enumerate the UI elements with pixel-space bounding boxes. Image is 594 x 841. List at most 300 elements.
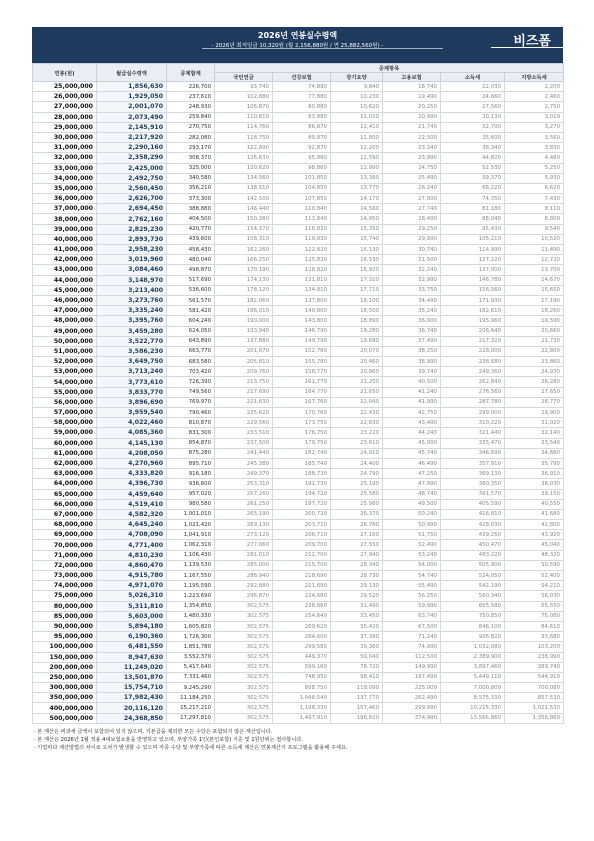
employment-cell: 22,500	[383, 132, 441, 142]
pension-cell: 302,575	[215, 611, 273, 621]
monthly-cell: 3,459,280	[97, 326, 167, 336]
salary-cell: 49,000,000	[33, 326, 97, 336]
income-cell: 428,030	[441, 520, 505, 530]
care-cell: 59,040	[331, 652, 383, 662]
total-cell: 790,460	[167, 408, 215, 418]
salary-cell: 73,000,000	[33, 571, 97, 581]
salary-cell: 250,000,000	[33, 672, 97, 682]
income-cell: 8,575,330	[441, 693, 505, 703]
total-cell: 1,354,850	[167, 601, 215, 611]
care-cell: 29,130	[331, 581, 383, 591]
employment-cell: 19,490	[383, 92, 441, 102]
income-cell: 450,470	[441, 540, 505, 550]
income-cell: 22,030	[441, 82, 505, 92]
pension-cell: 229,560	[215, 418, 273, 428]
monthly-cell: 2,001,070	[97, 102, 167, 112]
health-cell: 152,780	[273, 346, 331, 356]
table-row	[33, 295, 564, 305]
pension-cell: 154,370	[215, 224, 273, 234]
table-row	[33, 581, 564, 591]
total-cell: 1,106,430	[167, 550, 215, 560]
total-cell: 703,420	[167, 367, 215, 377]
table-body	[33, 82, 564, 724]
salary-cell: 34,000,000	[33, 173, 97, 183]
income-cell: 380,350	[441, 479, 505, 489]
total-cell: 1,605,820	[167, 621, 215, 631]
income-cell: 276,560	[441, 387, 505, 397]
income-cell: 655,580	[441, 601, 505, 611]
monthly-cell: 2,492,750	[97, 173, 167, 183]
pension-cell: 302,575	[215, 672, 273, 682]
total-cell: 9,245,290	[167, 683, 215, 693]
income-cell: 195,960	[441, 316, 505, 326]
monthly-cell: 4,085,360	[97, 428, 167, 438]
local-cell: 27,650	[505, 387, 564, 397]
health-cell: 104,850	[273, 183, 331, 193]
income-cell: 391,570	[441, 489, 505, 499]
income-cell: 81,180	[441, 204, 505, 214]
employment-cell: 45,740	[383, 448, 441, 458]
pension-cell: 257,260	[215, 489, 273, 499]
monthly-cell: 24,368,850	[97, 713, 167, 723]
pension-cell: 114,760	[215, 122, 273, 132]
health-cell: 269,620	[273, 621, 331, 631]
local-cell: 31,020	[505, 418, 564, 428]
monthly-cell: 6,190,360	[97, 632, 167, 642]
care-cell: 18,100	[331, 295, 383, 305]
table-row	[33, 102, 564, 112]
employment-cell: 52,490	[383, 540, 441, 550]
employment-cell: 34,490	[383, 295, 441, 305]
monthly-cell: 4,519,410	[97, 499, 167, 509]
income-cell: 542,190	[441, 581, 505, 591]
table-row	[33, 693, 564, 703]
total-cell: 1,041,910	[167, 530, 215, 540]
total-cell: 340,580	[167, 173, 215, 183]
total-cell: 517,690	[167, 275, 215, 285]
table-row	[33, 194, 564, 204]
table-row	[33, 214, 564, 224]
employment-cell: 44,240	[383, 428, 441, 438]
monthly-cell: 4,708,090	[97, 530, 167, 540]
table-row	[33, 530, 564, 540]
total-cell: 769,970	[167, 397, 215, 407]
care-cell: 20,460	[331, 357, 383, 367]
total-cell: 237,610	[167, 92, 215, 102]
table-row	[33, 173, 564, 183]
total-cell: 325,000	[167, 163, 215, 173]
employment-cell: 63,740	[383, 611, 441, 621]
total-cell: 404,500	[167, 214, 215, 224]
employment-cell: 48,740	[383, 489, 441, 499]
employment-cell: 40,500	[383, 377, 441, 387]
salary-cell: 75,000,000	[33, 591, 97, 601]
income-cell: 10,215,330	[441, 703, 505, 713]
income-cell: 13,566,860	[441, 713, 505, 723]
total-cell: 259,840	[167, 112, 215, 122]
employment-cell: 45,000	[383, 438, 441, 448]
local-cell: 5,250	[505, 163, 564, 173]
income-cell: 416,810	[441, 509, 505, 519]
monthly-cell: 3,335,240	[97, 306, 167, 316]
care-cell: 24,790	[331, 469, 383, 479]
employment-cell: 28,490	[383, 214, 441, 224]
pension-cell: 150,380	[215, 214, 273, 224]
care-cell: 9,840	[331, 82, 383, 92]
employment-cell: 47,990	[383, 479, 441, 489]
pension-cell: 281,010	[215, 550, 273, 560]
health-cell: 95,860	[273, 153, 331, 163]
health-cell: 179,750	[273, 438, 331, 448]
total-cell: 916,180	[167, 469, 215, 479]
health-cell: 86,870	[273, 122, 331, 132]
care-cell: 14,560	[331, 204, 383, 214]
local-cell: 4,480	[505, 153, 564, 163]
health-cell: 164,770	[273, 387, 331, 397]
monthly-cell: 4,459,640	[97, 489, 167, 499]
income-cell: 146,780	[441, 275, 505, 285]
employment-cell: 51,750	[383, 530, 441, 540]
salary-cell: 61,000,000	[33, 448, 97, 458]
income-cell: 936,820	[441, 632, 505, 642]
local-cell: 3,270	[505, 122, 564, 132]
health-cell: 113,840	[273, 214, 331, 224]
care-cell: 35,420	[331, 621, 383, 631]
salary-cell: 46,000,000	[33, 295, 97, 305]
monthly-cell: 4,333,820	[97, 469, 167, 479]
income-cell: 7,000,800	[441, 683, 505, 693]
pension-cell: 209,760	[215, 367, 273, 377]
employment-cell: 43,490	[383, 418, 441, 428]
total-cell: 480,040	[167, 255, 215, 265]
monthly-cell: 3,896,690	[97, 397, 167, 407]
pension-cell: 197,880	[215, 336, 273, 346]
employment-cell: 149,990	[383, 662, 441, 672]
care-cell: 13,770	[331, 183, 383, 193]
pension-cell: 118,750	[215, 132, 273, 142]
care-cell: 196,820	[331, 713, 383, 723]
income-cell: 38,340	[441, 143, 505, 153]
care-cell: 28,340	[331, 560, 383, 570]
health-cell: 599,160	[273, 662, 331, 672]
total-cell: 1,851,780	[167, 642, 215, 652]
total-cell: 726,390	[167, 377, 215, 387]
salary-cell: 70,000,000	[33, 540, 97, 550]
employment-cell: 32,990	[383, 275, 441, 285]
monthly-cell: 3,586,230	[97, 346, 167, 356]
local-cell: 8,800	[505, 214, 564, 224]
income-cell: 3,897,460	[441, 662, 505, 672]
salary-cell: 50,000,000	[33, 336, 97, 346]
local-cell: 43,920	[505, 530, 564, 540]
health-cell: 206,710	[273, 530, 331, 540]
monthly-cell: 3,019,960	[97, 255, 167, 265]
total-cell: 388,880	[167, 204, 215, 214]
document-header	[32, 27, 563, 63]
care-cell: 21,650	[331, 387, 383, 397]
salary-cell: 90,000,000	[33, 621, 97, 631]
health-cell: 254,640	[273, 611, 331, 621]
total-cell: 536,600	[167, 285, 215, 295]
salary-cell: 57,000,000	[33, 408, 97, 418]
table-row	[33, 346, 564, 356]
salary-cell: 29,000,000	[33, 122, 97, 132]
salary-cell: 68,000,000	[33, 520, 97, 530]
total-cell: 810,870	[167, 418, 215, 428]
income-cell: 88,040	[441, 214, 505, 224]
health-cell: 101,850	[273, 173, 331, 183]
local-cell: 75,080	[505, 611, 564, 621]
total-cell: 1,139,530	[167, 560, 215, 570]
table-row	[33, 387, 564, 397]
local-cell: 2,750	[505, 102, 564, 112]
local-cell: 2,200	[505, 82, 564, 92]
local-cell: 32,140	[505, 428, 564, 438]
table-row	[33, 438, 564, 448]
monthly-cell: 4,022,460	[97, 418, 167, 428]
health-cell: 284,600	[273, 632, 331, 642]
total-cell: 1,021,420	[167, 520, 215, 530]
salary-cell: 31,000,000	[33, 143, 97, 153]
salary-cell: 85,000,000	[33, 611, 97, 621]
care-cell: 23,220	[331, 428, 383, 438]
salary-cell: 32,000,000	[33, 153, 97, 163]
local-cell: 17,190	[505, 295, 564, 305]
pension-cell: 249,370	[215, 469, 273, 479]
care-cell: 26,760	[331, 520, 383, 530]
salary-cell: 37,000,000	[33, 204, 97, 214]
employment-cell: 41,240	[383, 387, 441, 397]
table-row	[33, 92, 564, 102]
employment-cell: 42,750	[383, 408, 441, 418]
local-cell: 38,030	[505, 479, 564, 489]
salary-cell: 69,000,000	[33, 530, 97, 540]
local-cell: 857,530	[505, 693, 564, 703]
salary-cell: 67,000,000	[33, 509, 97, 519]
total-cell: 17,297,810	[167, 713, 215, 723]
health-cell: 197,720	[273, 499, 331, 509]
total-cell: 270,750	[167, 122, 215, 132]
salary-cell: 28,000,000	[33, 112, 97, 122]
local-cell: 3,560	[505, 132, 564, 142]
care-cell: 18,890	[331, 316, 383, 326]
table-row	[33, 408, 564, 418]
health-cell: 748,950	[273, 672, 331, 682]
pension-cell: 178,120	[215, 285, 273, 295]
pension-cell: 205,810	[215, 357, 273, 367]
health-cell: 238,660	[273, 601, 331, 611]
table-row	[33, 489, 564, 499]
salary-cell: 55,000,000	[33, 387, 97, 397]
employment-cell: 46,490	[383, 458, 441, 468]
table-row	[33, 469, 564, 479]
care-cell: 26,370	[331, 509, 383, 519]
total-cell: 15,217,210	[167, 703, 215, 713]
health-cell: 149,790	[273, 336, 331, 346]
table-row	[33, 163, 564, 173]
total-cell: 581,420	[167, 306, 215, 316]
income-cell: 35,600	[441, 132, 505, 142]
health-cell: 173,750	[273, 418, 331, 428]
employment-cell: 56,250	[383, 591, 441, 601]
income-cell: 27,560	[441, 102, 505, 112]
monthly-cell: 5,894,180	[97, 621, 167, 631]
salary-cell: 71,000,000	[33, 550, 97, 560]
local-cell: 103,200	[505, 642, 564, 652]
monthly-cell: 4,208,050	[97, 448, 167, 458]
income-cell: 357,910	[441, 458, 505, 468]
pension-cell: 162,260	[215, 245, 273, 255]
local-cell: 42,800	[505, 520, 564, 530]
pension-cell: 174,130	[215, 275, 273, 285]
total-cell: 282,080	[167, 132, 215, 142]
health-cell: 167,760	[273, 397, 331, 407]
care-cell: 11,020	[331, 112, 383, 122]
health-cell: 898,750	[273, 683, 331, 693]
care-cell: 19,280	[331, 326, 383, 336]
care-cell: 78,720	[331, 662, 383, 672]
income-cell: 114,990	[441, 245, 505, 255]
monthly-cell: 2,958,230	[97, 245, 167, 255]
pension-cell: 302,575	[215, 693, 273, 703]
monthly-cell: 4,582,320	[97, 509, 167, 519]
health-cell: 98,860	[273, 163, 331, 173]
care-cell: 28,730	[331, 571, 383, 581]
table-row	[33, 591, 564, 601]
health-cell: 224,680	[273, 591, 331, 601]
employment-cell: 55,490	[383, 581, 441, 591]
income-cell: 346,690	[441, 448, 505, 458]
income-cell: 32,700	[441, 122, 505, 132]
income-cell: 524,050	[441, 571, 505, 581]
employment-cell: 30,740	[383, 245, 441, 255]
income-cell: 287,780	[441, 397, 505, 407]
employment-cell: 74,990	[383, 642, 441, 652]
salary-cell: 500,000,000	[33, 713, 97, 723]
local-cell: 3,010	[505, 112, 564, 122]
salary-cell: 44,000,000	[33, 275, 97, 285]
pension-cell: 269,130	[215, 520, 273, 530]
care-cell: 33,450	[331, 611, 383, 621]
monthly-cell: 1,856,630	[97, 82, 167, 92]
employment-cell: 31,500	[383, 255, 441, 265]
total-cell: 439,600	[167, 234, 215, 244]
salary-cell: 60,000,000	[33, 438, 97, 448]
monthly-cell: 4,396,730	[97, 479, 167, 489]
monthly-cell: 3,273,760	[97, 295, 167, 305]
employment-cell: 38,990	[383, 357, 441, 367]
salary-cell: 35,000,000	[33, 183, 97, 193]
monthly-cell: 4,270,960	[97, 458, 167, 468]
employment-cell: 71,240	[383, 632, 441, 642]
income-cell: 105,210	[441, 234, 505, 244]
salary-cell: 33,000,000	[33, 163, 97, 173]
employment-cell: 50,240	[383, 509, 441, 519]
note-1: · 본 계산은 비과세 금액이 포함되어 있지 않으며, 기본급을 제외한 모든 수당은 포함되지 않은 계산입니다.	[34, 728, 273, 735]
monthly-cell: 13,501,870	[97, 672, 167, 682]
local-cell: 20,660	[505, 326, 564, 336]
table-row	[33, 377, 564, 387]
health-cell: 218,690	[273, 571, 331, 581]
total-cell: 356,210	[167, 183, 215, 193]
health-cell: 116,830	[273, 224, 331, 234]
local-cell: 13,700	[505, 265, 564, 275]
health-cell: 176,750	[273, 428, 331, 438]
monthly-cell: 2,145,910	[97, 122, 167, 132]
income-cell: 52,530	[441, 163, 505, 173]
employment-cell: 29,250	[383, 224, 441, 234]
health-cell: 146,790	[273, 326, 331, 336]
salary-cell: 42,000,000	[33, 255, 97, 265]
health-cell: 155,780	[273, 357, 331, 367]
pension-cell: 273,120	[215, 530, 273, 540]
care-cell: 27,550	[331, 540, 383, 550]
table-row	[33, 418, 564, 428]
care-cell: 27,940	[331, 550, 383, 560]
employment-cell: 23,990	[383, 153, 441, 163]
employment-cell: 27,740	[383, 204, 441, 214]
health-cell: 185,740	[273, 458, 331, 468]
health-cell: 119,830	[273, 234, 331, 244]
total-cell: 308,370	[167, 153, 215, 163]
table-row	[33, 255, 564, 265]
care-cell: 25,580	[331, 489, 383, 499]
income-cell: 310,220	[441, 418, 505, 428]
care-cell: 14,170	[331, 194, 383, 204]
care-cell: 24,400	[331, 458, 383, 468]
health-cell: 200,720	[273, 509, 331, 519]
monthly-cell: 2,829,230	[97, 224, 167, 234]
pension-cell: 277,060	[215, 540, 273, 550]
pension-cell: 302,575	[215, 683, 273, 693]
local-cell: 1,021,530	[505, 703, 564, 713]
care-cell: 118,090	[331, 683, 383, 693]
health-cell: 134,810	[273, 285, 331, 295]
salary-cell: 41,000,000	[33, 245, 97, 255]
local-cell: 26,280	[505, 377, 564, 387]
monthly-cell: 6,481,550	[97, 642, 167, 652]
salary-cell: 43,000,000	[33, 265, 97, 275]
total-cell: 895,710	[167, 458, 215, 468]
table-row	[33, 479, 564, 489]
employment-cell: 29,990	[383, 234, 441, 244]
income-cell: 321,440	[441, 428, 505, 438]
income-cell: 750,850	[441, 611, 505, 621]
health-cell: 221,690	[273, 581, 331, 591]
monthly-cell: 11,249,020	[97, 662, 167, 672]
employment-cell: 35,240	[383, 306, 441, 316]
pension-cell: 142,500	[215, 194, 273, 204]
table-row	[33, 601, 564, 611]
care-cell: 10,230	[331, 92, 383, 102]
table-row	[33, 509, 564, 519]
health-cell: 209,700	[273, 540, 331, 550]
notes	[32, 728, 563, 752]
table-row	[33, 683, 564, 693]
total-cell: 498,870	[167, 265, 215, 275]
pension-cell: 217,690	[215, 387, 273, 397]
care-cell: 16,130	[331, 245, 383, 255]
employment-cell: 20,250	[383, 102, 441, 112]
monthly-cell: 3,395,760	[97, 316, 167, 326]
care-cell: 17,710	[331, 285, 383, 295]
local-cell: 544,910	[505, 672, 564, 682]
employment-cell: 37,490	[383, 336, 441, 346]
health-cell: 107,850	[273, 194, 331, 204]
pension-cell: 288,940	[215, 571, 273, 581]
local-cell: 1,356,860	[505, 713, 564, 723]
income-cell: 127,220	[441, 255, 505, 265]
